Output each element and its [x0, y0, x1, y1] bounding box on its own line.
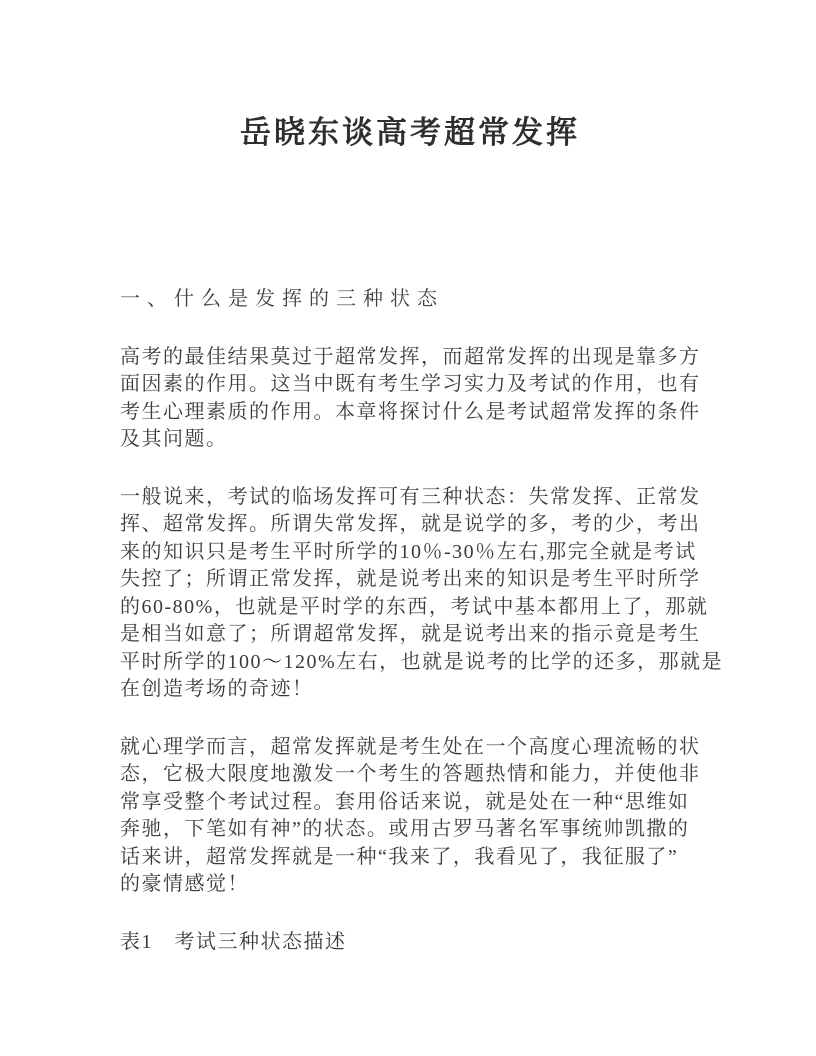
document-title: 岳晓东谈高考超常发挥: [240, 115, 580, 150]
text-line: 的60-80%，也就是平时学的东西，考试中基本都用上了，那就: [120, 595, 709, 618]
text-line: 一般说来，考试的临场发挥可有三种状态：失常发挥、正常发: [120, 485, 701, 508]
section-heading: 一、什么是发挥的三种状态: [120, 288, 444, 310]
table-caption: 表1 考试三种状态描述: [120, 930, 347, 953]
text-line: 高考的最佳结果莫过于超常发挥，而超常发挥的出现是靠多方: [120, 345, 701, 368]
text-line: 失控了；所谓正常发挥，就是说考出来的知识是考生平时所学: [120, 568, 701, 590]
text-line: 常享受整个考试过程。套用俗话来说，就是处在一种“思维如: [120, 790, 690, 813]
text-line: 挥、超常发挥。所谓失常发挥，就是说学的多，考的少，考出: [120, 513, 701, 535]
text-line: 及其问题。: [120, 428, 228, 450]
text-line: 来的知识只是考生平时所学的10％-30％左右,那完全就是考试: [120, 540, 697, 563]
text-line: 平时所学的100～120%左右，也就是说考的比学的还多，那就是: [120, 650, 724, 673]
text-line: 态，它极大限度地激发一个考生的答题热情和能力，并使他非: [120, 763, 701, 785]
paragraph: [120, 344, 700, 454]
text-line: 是相当如意了；所谓超常发挥，就是说考出来的指示竟是考生: [120, 623, 701, 645]
paragraph: [120, 484, 724, 704]
text-line: 的豪情感觉！: [120, 873, 249, 895]
paragraphs-container: [120, 344, 724, 899]
text-line: 奔驰，下笔如有神”的状态。或用古罗马著名军事统帅凯撒的: [120, 818, 690, 840]
paragraph: [120, 734, 700, 899]
text-line: 面因素的作用。这当中既有考生学习实力及考试的作用，也有: [120, 373, 701, 395]
text-line: 话来讲，超常发挥就是一种“我来了，我看见了，我征服了”: [120, 845, 679, 868]
text-line: 考生心理素质的作用。本章将探讨什么是考试超常发挥的条件: [120, 400, 701, 423]
text-line: 在创造考场的奇迹！: [120, 678, 314, 700]
text-line: 就心理学而言，超常发挥就是考生处在一个高度心理流畅的状: [120, 735, 701, 758]
